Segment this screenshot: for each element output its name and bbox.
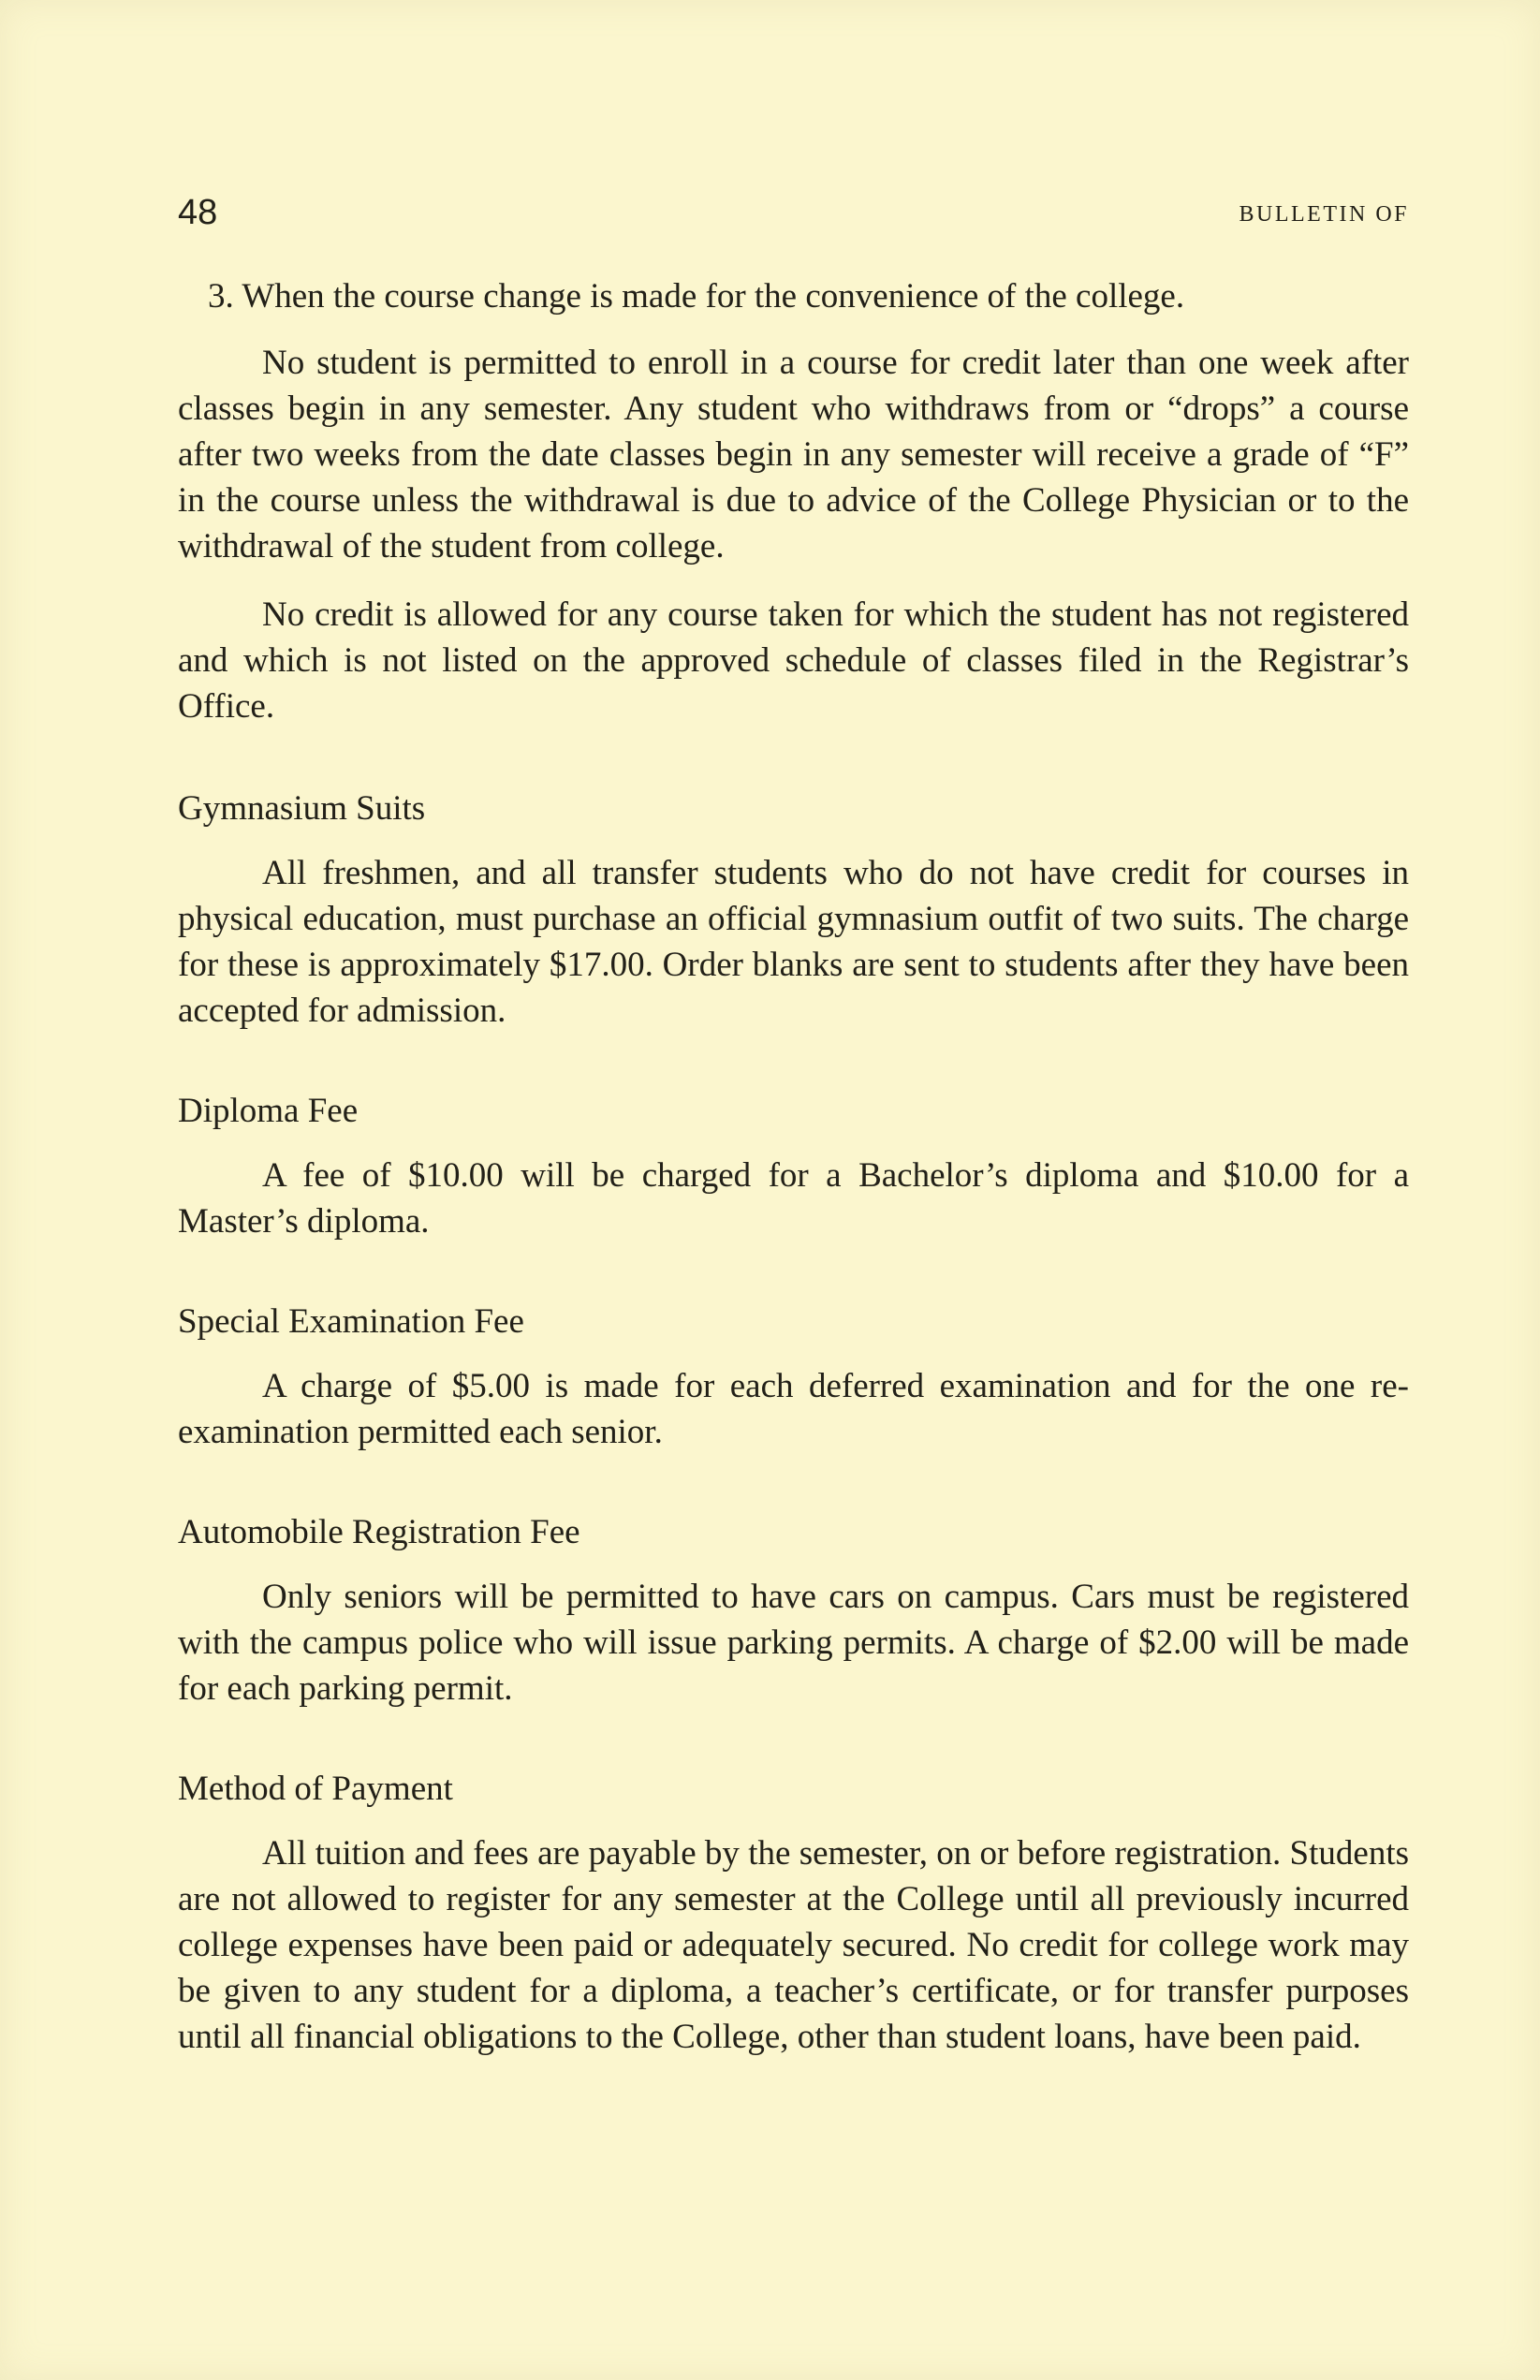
- section-heading-diploma-fee: Diploma Fee: [178, 1092, 359, 1130]
- paragraph-credit-registration: No credit is allowed for any course taken for which the student has not registered and which is not listed on the approved schedule of classes filed in the Registrar’s Office.: [178, 595, 1409, 726]
- page-number: 48: [178, 193, 218, 232]
- running-title: BULLETIN OF: [1239, 202, 1409, 227]
- section-body-gymnasium-suits: All freshmen, and all transfer students who do not have credit for courses in physical education, must purchase an official gymnasium outfit of two suits. The charge for these is approximately $17.00. Order blanks are sent to students after they have been accepted for admission.: [178, 854, 1409, 1030]
- section-body-special-examination-fee: A charge of $5.00 is made for each deferred examination and for the one re-examination permitted each senior.: [178, 1367, 1409, 1451]
- section-heading-automobile-registration-fee: Automobile Registration Fee: [178, 1513, 580, 1551]
- section-body-diploma-fee: A fee of $10.00 will be charged for a Bachelor’s diploma and $10.00 for a Master’s diploma.: [178, 1156, 1409, 1241]
- section-body-automobile-registration-fee: Only seniors will be permitted to have cars on campus. Cars must be registered with the campus police who will issue parking permits. A charge of $2.00 will be made for each parking permit.: [178, 1578, 1409, 1708]
- page-content: [178, 273, 1409, 2080]
- list-item-3: 3. When the course change is made for the convenience of the college.: [208, 277, 1185, 316]
- running-head: [178, 180, 1409, 236]
- section-heading-gymnasium-suits: Gymnasium Suits: [178, 789, 426, 828]
- section-heading-method-of-payment: Method of Payment: [178, 1770, 453, 1808]
- section-heading-special-examination-fee: Special Examination Fee: [178, 1302, 524, 1341]
- section-body-method-of-payment: All tuition and fees are payable by the semester, on or before registration. Students are not allowed to register for any semester at the College until all previously incurred college expenses have been paid or adequately secured. No credit for college work may be given to any student for a diploma, a teacher’s certificate, or for transfer purposes until all financial obligations to the College, other than student loans, have been paid.: [178, 1834, 1409, 2056]
- paragraph-enrollment-deadline: No student is permitted to enroll in a course for credit later than one week after classes begin in any semester. Any student who withdraws from or “drops” a course after two weeks from the date classes begin in any semester will receive a grade of “F” in the course unless the withdrawal is due to advice of the College Physician or to the withdrawal of the student from college.: [178, 344, 1409, 566]
